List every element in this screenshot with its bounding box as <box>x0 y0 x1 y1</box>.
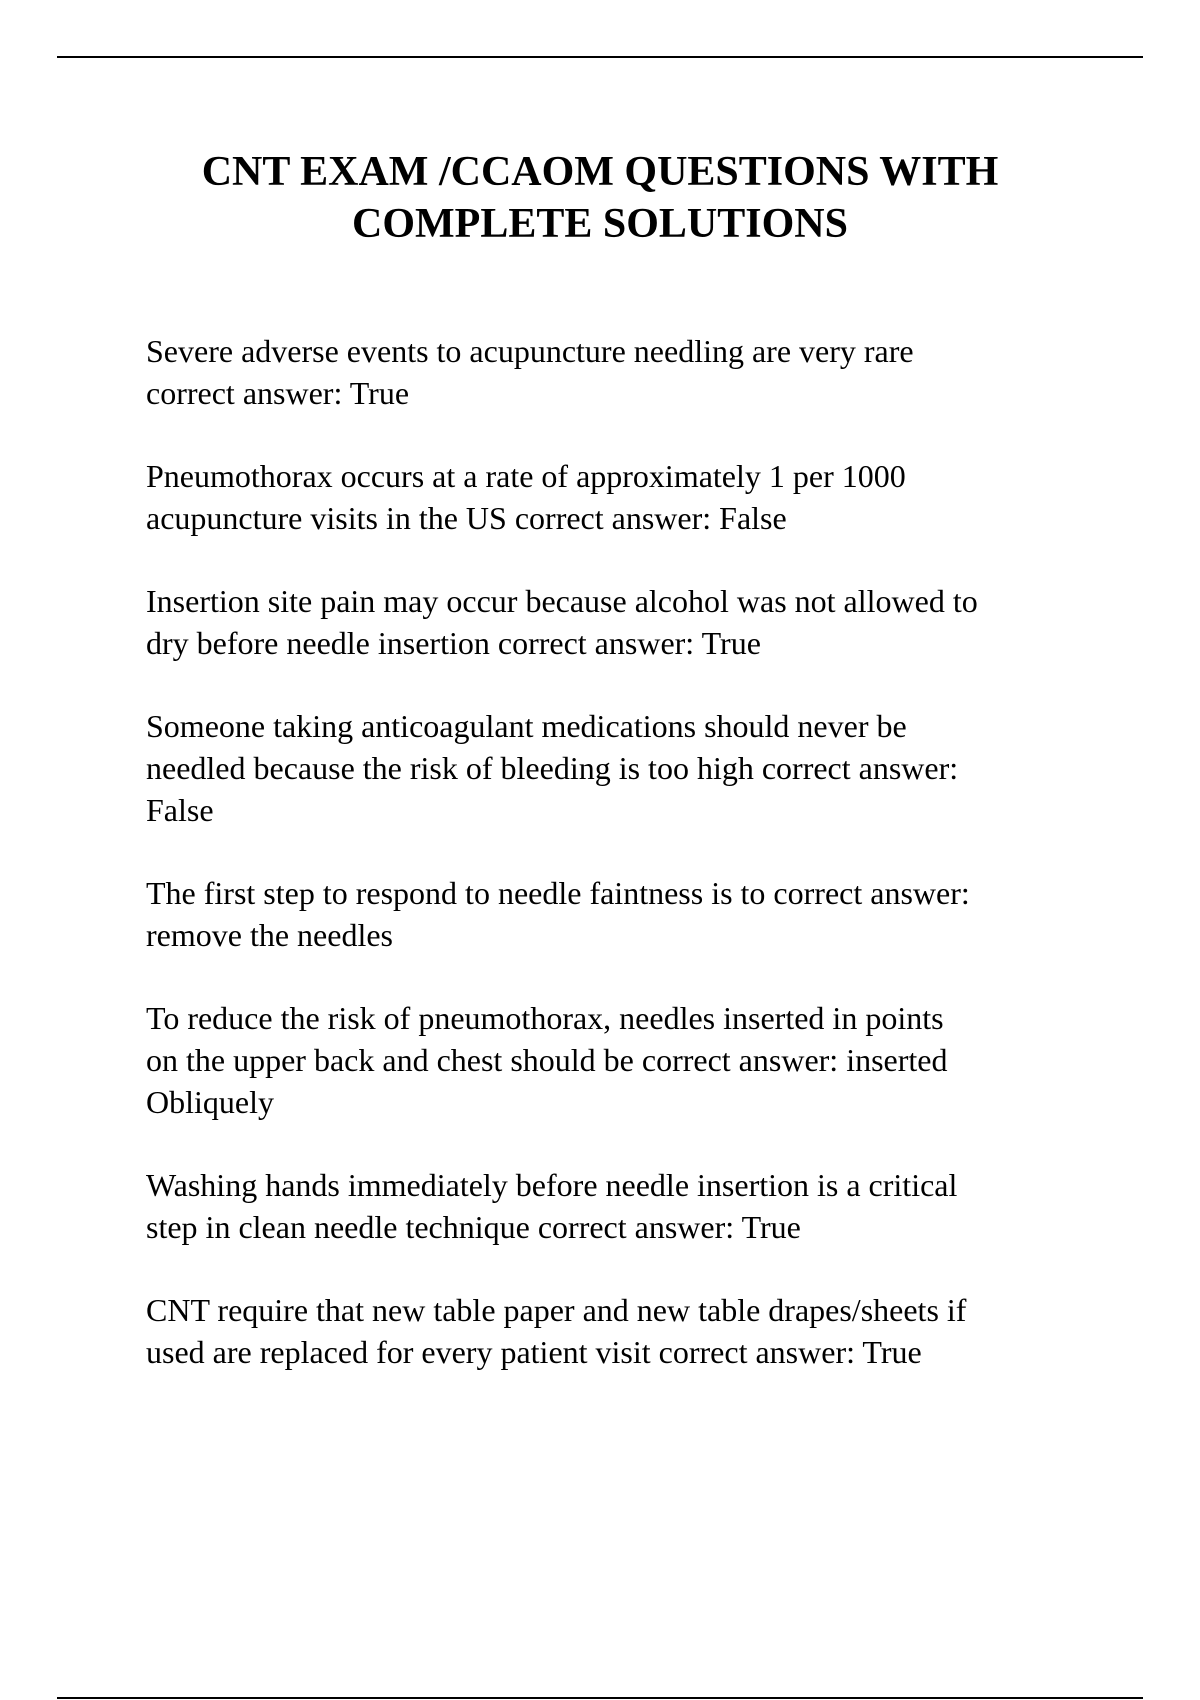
qa-list <box>146 330 1106 1373</box>
qa-line: CNT require that new table paper and new table drapes/sheets if <box>146 1292 967 1328</box>
top-rule <box>57 56 1143 58</box>
qa-line: remove the needles <box>146 917 393 953</box>
qa-line: correct answer: True <box>146 375 410 411</box>
qa-line: acupuncture visits in the US correct answer: False <box>146 500 787 536</box>
qa-item-2 <box>146 455 1106 539</box>
qa-line: Obliquely <box>146 1084 274 1120</box>
title-line: COMPLETE SOLUTIONS <box>352 201 848 247</box>
qa-line: To reduce the risk of pneumothorax, needles inserted in points <box>146 1000 944 1036</box>
qa-item-5 <box>146 872 1106 956</box>
qa-line: on the upper back and chest should be correct answer: inserted <box>146 1042 948 1078</box>
qa-item-6 <box>146 997 1106 1123</box>
qa-line: dry before needle insertion correct answer: True <box>146 625 761 661</box>
qa-item-3 <box>146 580 1106 664</box>
qa-line: The first step to respond to needle faintness is to correct answer: <box>146 875 970 911</box>
document-title <box>57 146 1143 250</box>
qa-item-8 <box>146 1289 1106 1373</box>
qa-line: Severe adverse events to acupuncture needling are very rare <box>146 333 914 369</box>
qa-line: Washing hands immediately before needle insertion is a critical <box>146 1167 958 1203</box>
qa-item-7 <box>146 1164 1106 1248</box>
qa-line: Insertion site pain may occur because alcohol was not allowed to <box>146 583 978 619</box>
qa-line: used are replaced for every patient visit correct answer: True <box>146 1334 922 1370</box>
qa-item-1 <box>146 330 1106 414</box>
qa-item-4 <box>146 705 1106 831</box>
qa-line: False <box>146 792 214 828</box>
qa-line: needled because the risk of bleeding is too high correct answer: <box>146 750 959 786</box>
title-line: CNT EXAM /CCAOM QUESTIONS WITH <box>201 149 999 195</box>
bottom-rule <box>57 1697 1143 1699</box>
qa-line: Pneumothorax occurs at a rate of approximately 1 per 1000 <box>146 458 906 494</box>
qa-line: step in clean needle technique correct answer: True <box>146 1209 801 1245</box>
qa-line: Someone taking anticoagulant medications should never be <box>146 708 907 744</box>
